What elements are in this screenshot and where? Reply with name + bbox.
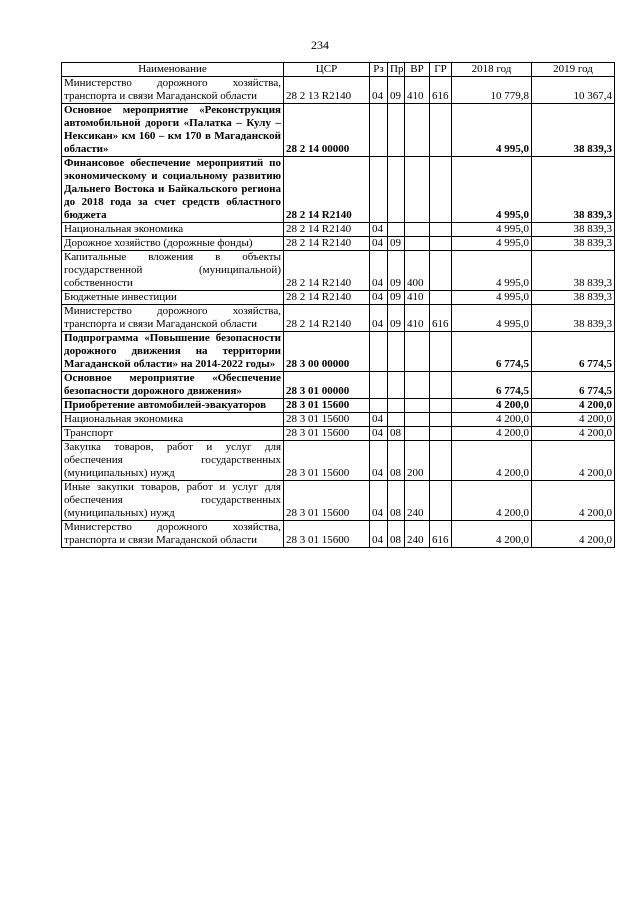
table-row — [62, 223, 615, 237]
row-gr — [430, 251, 452, 291]
row-pr — [388, 332, 405, 372]
row-csr: 28 2 14 00000 — [284, 104, 370, 157]
row-csr: 28 3 01 15600 — [284, 481, 370, 521]
row-rz — [370, 372, 388, 399]
row-pr: 08 — [388, 481, 405, 521]
row-rz: 04 — [370, 441, 388, 481]
header-csr: ЦСР — [284, 63, 370, 77]
row-2019: 38 839,3 — [532, 251, 615, 291]
row-2019: 38 839,3 — [532, 157, 615, 223]
row-csr: 28 3 01 15600 — [284, 521, 370, 548]
row-2019: 38 839,3 — [532, 305, 615, 332]
header-row — [62, 63, 615, 77]
row-vr — [405, 157, 430, 223]
row-pr: 09 — [388, 251, 405, 291]
row-csr: 28 2 13 R2140 — [284, 77, 370, 104]
row-name: Приобретение автомобилей-эвакуаторов — [62, 399, 284, 413]
row-gr — [430, 427, 452, 441]
row-vr — [405, 427, 430, 441]
row-name: Подпрограмма «Повышение безопасности дорожного движения на территории Магаданской области» на 2014-2022 годы» — [62, 332, 284, 372]
row-2019: 4 200,0 — [532, 521, 615, 548]
row-2018: 4 200,0 — [452, 413, 532, 427]
header-gr: ГР — [430, 63, 452, 77]
row-rz: 04 — [370, 237, 388, 251]
row-rz — [370, 157, 388, 223]
row-pr: 08 — [388, 441, 405, 481]
row-gr — [430, 291, 452, 305]
row-rz: 04 — [370, 481, 388, 521]
row-2018: 4 200,0 — [452, 427, 532, 441]
row-gr — [430, 223, 452, 237]
row-gr — [430, 399, 452, 413]
row-vr — [405, 399, 430, 413]
row-pr: 09 — [388, 305, 405, 332]
row-vr: 400 — [405, 251, 430, 291]
row-2018: 10 779,8 — [452, 77, 532, 104]
row-vr — [405, 413, 430, 427]
row-name: Закупка товаров, работ и услуг для обеспечения государственных (муниципальных) нужд — [62, 441, 284, 481]
row-2019: 4 200,0 — [532, 441, 615, 481]
row-2018: 4 995,0 — [452, 291, 532, 305]
header-rz: Рз — [370, 63, 388, 77]
header-name: Наименование — [62, 63, 284, 77]
row-name: Национальная экономика — [62, 223, 284, 237]
row-csr: 28 3 01 00000 — [284, 372, 370, 399]
row-name: Основное мероприятие «Реконструкция автомобильной дороги «Палатка – Кулу – Нексикан» км 160 – км 170 в Магаданской области» — [62, 104, 284, 157]
row-rz: 04 — [370, 223, 388, 237]
row-name: Капитальные вложения в объекты государственной (муниципальной) собственности — [62, 251, 284, 291]
row-csr: 28 2 14 R2140 — [284, 237, 370, 251]
row-gr: 616 — [430, 521, 452, 548]
row-name: Министерство дорожного хозяйства, транспорта и связи Магаданской области — [62, 77, 284, 104]
row-pr — [388, 104, 405, 157]
row-gr — [430, 157, 452, 223]
row-2018: 4 200,0 — [452, 399, 532, 413]
row-name: Финансовое обеспечение мероприятий по экономическому и социальному развитию Дальнего Востока и Байкальского региона до 2018 года за счет средств областного бюджета — [62, 157, 284, 223]
row-rz: 04 — [370, 251, 388, 291]
row-pr — [388, 372, 405, 399]
table-row — [62, 77, 615, 104]
row-rz — [370, 332, 388, 372]
row-2018: 4 995,0 — [452, 237, 532, 251]
row-vr — [405, 372, 430, 399]
row-vr — [405, 237, 430, 251]
row-2018: 4 995,0 — [452, 251, 532, 291]
table-row — [62, 413, 615, 427]
row-name: Транспорт — [62, 427, 284, 441]
row-rz — [370, 399, 388, 413]
row-vr: 240 — [405, 521, 430, 548]
row-2018: 4 200,0 — [452, 441, 532, 481]
row-gr: 616 — [430, 77, 452, 104]
row-2019: 4 200,0 — [532, 413, 615, 427]
row-csr: 28 3 01 15600 — [284, 427, 370, 441]
row-name: Иные закупки товаров, работ и услуг для обеспечения государственных (муниципальных) нужд — [62, 481, 284, 521]
row-rz: 04 — [370, 413, 388, 427]
table-row — [62, 104, 615, 157]
row-gr — [430, 413, 452, 427]
row-2019: 38 839,3 — [532, 291, 615, 305]
row-pr: 09 — [388, 77, 405, 104]
table-row — [62, 157, 615, 223]
table-row — [62, 481, 615, 521]
row-2019: 38 839,3 — [532, 223, 615, 237]
row-2018: 4 200,0 — [452, 481, 532, 521]
row-csr: 28 2 14 R2140 — [284, 291, 370, 305]
table-row — [62, 521, 615, 548]
row-name: Бюджетные инвестиции — [62, 291, 284, 305]
row-gr — [430, 481, 452, 521]
row-vr — [405, 332, 430, 372]
row-2018: 4 995,0 — [452, 223, 532, 237]
row-gr — [430, 332, 452, 372]
row-csr: 28 2 14 R2140 — [284, 305, 370, 332]
row-gr — [430, 237, 452, 251]
row-csr: 28 3 01 15600 — [284, 441, 370, 481]
header-vr: ВР — [405, 63, 430, 77]
row-pr — [388, 223, 405, 237]
row-vr: 410 — [405, 291, 430, 305]
table-row — [62, 332, 615, 372]
row-vr: 200 — [405, 441, 430, 481]
row-csr: 28 3 01 15600 — [284, 399, 370, 413]
table-row — [62, 305, 615, 332]
row-csr: 28 3 00 00000 — [284, 332, 370, 372]
row-pr: 08 — [388, 521, 405, 548]
row-rz: 04 — [370, 291, 388, 305]
row-name: Основное мероприятие «Обеспечение безопасности дорожного движения» — [62, 372, 284, 399]
row-pr — [388, 413, 405, 427]
row-rz: 04 — [370, 427, 388, 441]
row-2019: 4 200,0 — [532, 481, 615, 521]
row-2018: 6 774,5 — [452, 332, 532, 372]
budget-table — [61, 62, 615, 548]
row-2019: 6 774,5 — [532, 332, 615, 372]
table-row — [62, 399, 615, 413]
row-pr — [388, 399, 405, 413]
row-2019: 38 839,3 — [532, 104, 615, 157]
row-name: Дорожное хозяйство (дорожные фонды) — [62, 237, 284, 251]
table-body — [62, 77, 615, 548]
row-vr: 240 — [405, 481, 430, 521]
table-row — [62, 427, 615, 441]
page-number: 234 — [311, 38, 329, 52]
row-2018: 6 774,5 — [452, 372, 532, 399]
row-pr — [388, 157, 405, 223]
row-gr — [430, 104, 452, 157]
header-pr: Пр — [388, 63, 405, 77]
row-2018: 4 995,0 — [452, 305, 532, 332]
row-2018: 4 995,0 — [452, 104, 532, 157]
row-gr — [430, 372, 452, 399]
row-vr: 410 — [405, 305, 430, 332]
header-2018: 2018 год — [452, 63, 532, 77]
row-csr: 28 2 14 R2140 — [284, 251, 370, 291]
row-2018: 4 200,0 — [452, 521, 532, 548]
row-name: Министерство дорожного хозяйства, транспорта и связи Магаданской области — [62, 521, 284, 548]
row-name: Министерство дорожного хозяйства, транспорта и связи Магаданской области — [62, 305, 284, 332]
row-pr: 09 — [388, 291, 405, 305]
row-pr: 09 — [388, 237, 405, 251]
row-csr: 28 2 14 R2140 — [284, 223, 370, 237]
row-rz: 04 — [370, 77, 388, 104]
row-2019: 38 839,3 — [532, 237, 615, 251]
row-2019: 4 200,0 — [532, 399, 615, 413]
row-2019: 4 200,0 — [532, 427, 615, 441]
row-2019: 6 774,5 — [532, 372, 615, 399]
row-2019: 10 367,4 — [532, 77, 615, 104]
row-vr — [405, 223, 430, 237]
header-2019: 2019 год — [532, 63, 615, 77]
table-row — [62, 372, 615, 399]
row-gr — [430, 441, 452, 481]
table-row — [62, 441, 615, 481]
table-row — [62, 251, 615, 291]
table-row — [62, 291, 615, 305]
row-rz: 04 — [370, 305, 388, 332]
table-row — [62, 237, 615, 251]
row-csr: 28 2 14 R2140 — [284, 157, 370, 223]
row-csr: 28 3 01 15600 — [284, 413, 370, 427]
row-pr: 08 — [388, 427, 405, 441]
row-vr: 410 — [405, 77, 430, 104]
row-gr: 616 — [430, 305, 452, 332]
row-name: Национальная экономика — [62, 413, 284, 427]
row-vr — [405, 104, 430, 157]
row-2018: 4 995,0 — [452, 157, 532, 223]
row-rz: 04 — [370, 521, 388, 548]
row-rz — [370, 104, 388, 157]
